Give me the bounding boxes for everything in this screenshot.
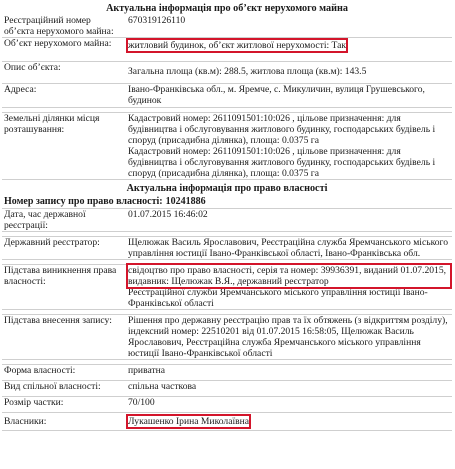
basis-row [2, 265, 452, 310]
address-label: Адреса: [2, 84, 122, 108]
ownership-form-label: Форма власності: [2, 365, 122, 381]
rights-info-title: Актуальна інформація про право власності [126, 183, 328, 194]
description-label: Опис об’єкта: [2, 62, 122, 84]
owners-value: Лукашенко Ірина Миколаївна [128, 416, 250, 427]
land-row [2, 113, 452, 180]
share-row [2, 397, 452, 413]
record-number-label: Номер запису про право власності: [4, 196, 163, 207]
address-value: Івано-Франківська обл., м. Яремче, с. Микуличин, вулиця Грушевського, будинок [128, 84, 425, 106]
address-row [2, 84, 452, 108]
owners-label: Власники: [2, 413, 122, 431]
reg-date-row [2, 209, 452, 232]
share-value: 70/100 [122, 397, 452, 413]
entry-basis-value: Рішення про державну реєстрацію прав та їх обтяжень (з відкриттям розділу), індексний номер: 22510201 від 01.07.2015 16:58:05, Щелюжак Василь Ярославович, Реєстраційна служба Яремчанського міського управління юстиції Івано-Франківської області [122, 315, 452, 360]
reg-number-value: 670319126110 [122, 15, 452, 38]
reg-date-value: 01.07.2015 16:46:02 [122, 209, 452, 232]
ownership-form-value: приватна [122, 365, 452, 381]
reg-number-row [2, 15, 452, 38]
registrar-label: Державний реєстратор: [2, 237, 122, 260]
registrar-value: Щелюжак Василь Ярославович, Реєстраційна служба Яремчанського міського управління юстиції Івано-Франківської області, Івано-Франківська обл. [122, 237, 452, 260]
object-type-value: житловий будинок, об’єкт житлової нерухомості: Так [128, 40, 347, 51]
joint-ownership-label: Вид спільної власності: [2, 381, 122, 397]
record-number-value: 10241886 [165, 196, 206, 207]
rights-info-table [2, 209, 452, 431]
entry-basis-label: Підстава внесення запису: [2, 315, 122, 360]
entry-basis-row [2, 315, 452, 360]
owners-row [2, 413, 452, 431]
description-row [2, 62, 452, 84]
basis-value-highlighted: свідоцтво про право власності, серія та номер: 39936391, виданий 01.07.2015, видавник: Щелюжак В.Я., державний реєстратор [128, 265, 450, 287]
reg-number-label: Реєстраційний номер об’єкта нерухомого майна: [2, 15, 122, 38]
joint-ownership-value: спільна часткова [122, 381, 452, 397]
object-info-title: Актуальна інформація про об’єкт нерухомого майна [106, 3, 348, 14]
object-info-table [2, 15, 452, 180]
description-value: Загальна площа (кв.м): 288.5, житлова площа (кв.м): 143.5 [128, 66, 367, 77]
basis-value-rest: Реєстраційної служби Яремчанського міського управління юстиції Івано-Франківської області [128, 287, 428, 309]
joint-ownership-row [2, 381, 452, 397]
land-entry: Кадастровий номер: 2611091501:10:026 , цільове призначення: для будівництва і обслуговування житлового будинку, господарських будівель і споруд (присадибна ділянка), площа: 0.0375 га [128, 113, 436, 146]
object-type-label: Об’єкт нерухомого майна: [2, 38, 122, 62]
land-entry: Кадастровий номер: 2611091501:10:026 , цільове призначення: для будівництва і обслуговування житлового будинку, господарських будівель і споруд (присадибна ділянка), площа: 0.0375 га [128, 146, 436, 179]
ownership-form-row [2, 365, 452, 381]
registrar-row [2, 237, 452, 260]
object-type-row [2, 38, 452, 62]
reg-date-label: Дата, час державної реєстрації: [2, 209, 122, 232]
registry-extract [2, 2, 452, 431]
record-number-row [2, 195, 452, 209]
basis-label: Підстава виникнення права власності: [2, 265, 122, 310]
land-label: Земельні ділянки місця розташування: [2, 113, 122, 180]
share-label: Розмір частки: [2, 397, 122, 413]
